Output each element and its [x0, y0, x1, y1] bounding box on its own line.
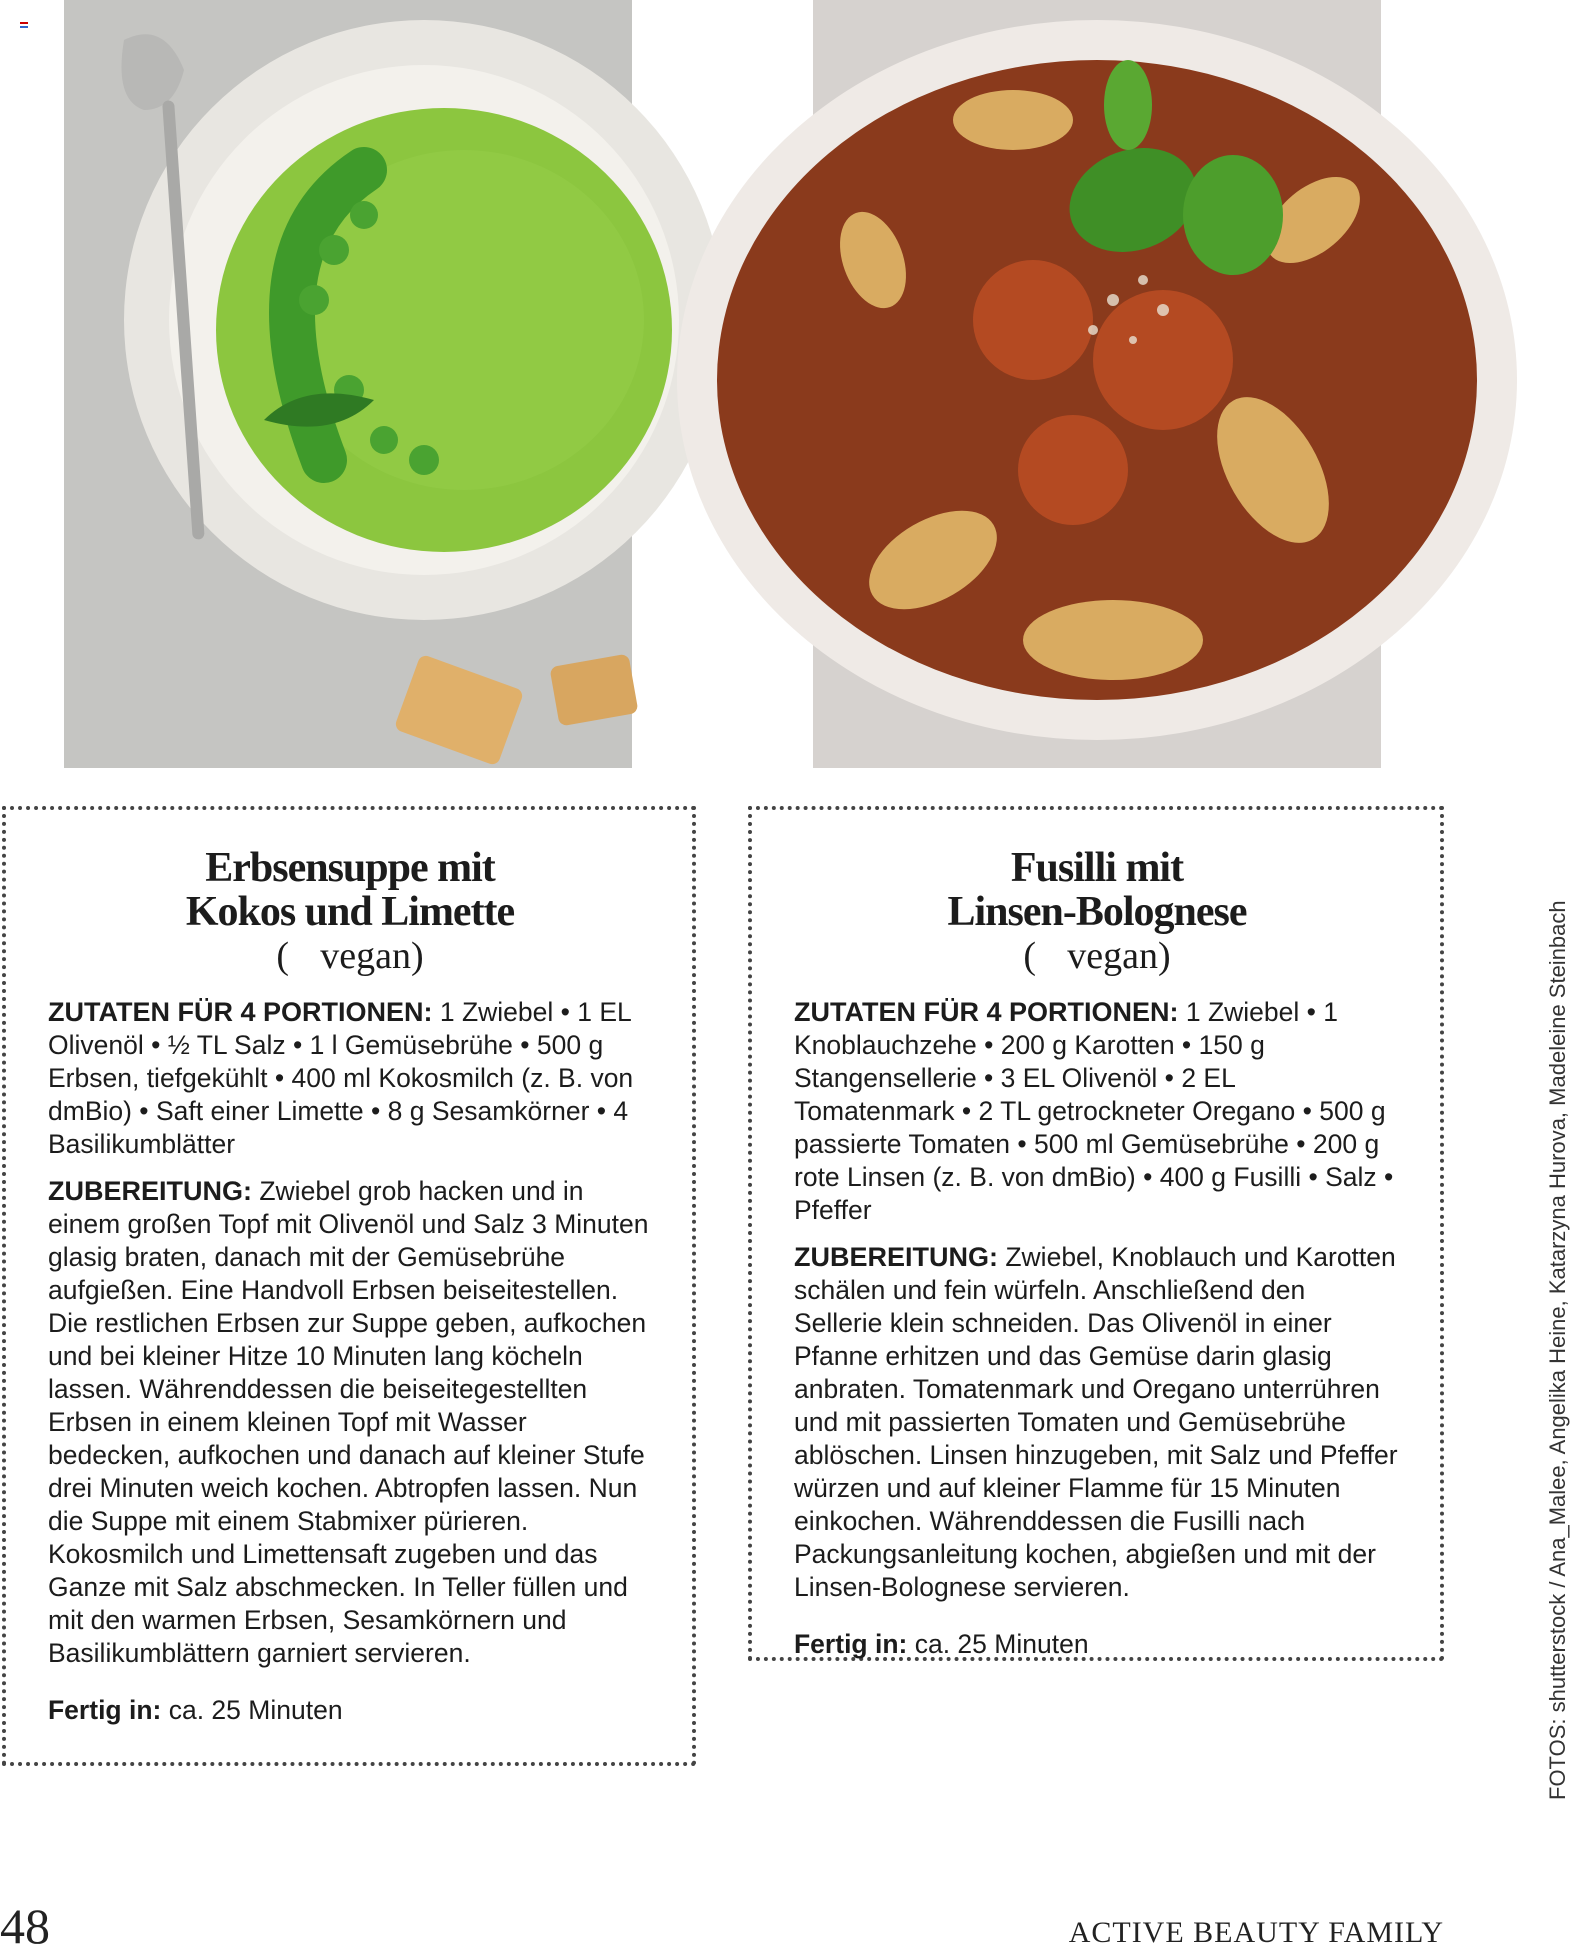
- recipe-title-line-2: Kokos und Limette: [185, 889, 515, 935]
- vegan-label: ( vegan): [276, 935, 412, 977]
- ingredients-label: ZUTATEN FÜR 4 PORTIONEN:: [794, 997, 1179, 1027]
- ingredients-label: ZUTATEN FÜR 4 PORTIONEN:: [48, 997, 433, 1027]
- preparation-text: Zwiebel grob hacken und in einem großen Topf mit Olivenöl und Salz 3 Minuten glasig braten, danach mit der Gemüsebrühe aufgießen. Eine Handvoll Erbsen beiseitestellen. Die restlichen Erbsen zur Suppe geben, aufkochen und bei kleiner Hitze 10 Minuten lang köcheln lassen. Währenddessen die beiseitegestellten Erbsen in einem kleinen Topf mit Wasser bedecken, aufkochen und danach auf kleiner Stufe drei Minuten weich kochen. Abtropfen lassen. Nun die Suppe mit einem Stabmixer pürieren. Kokosmilch und Limettensaft zugeben und das Ganze mit Salz abschmecken. In Teller füllen und mit den warmen Erbsen, Sesamkörnern und Basilikumblättern garniert servieren.: [48, 1176, 649, 1668]
- recipe-title: [794, 846, 1400, 934]
- recipe-title-line-1: Erbsensuppe mit: [205, 845, 495, 891]
- recipe-title-line-1: Fusilli mit: [1010, 845, 1184, 891]
- preparation-label: ZUBEREITUNG:: [48, 1176, 252, 1206]
- ingredients-text: 1 Zwiebel • 1 Knoblauchzehe • 200 g Karotten • 150 g Stangensellerie • 3 EL Olivenöl • 2 EL Tomatenmark • 2 TL getrockneter Oregano • 500 g passierte Tomaten • 500 ml Gemüsebrühe • 200 g rote Linsen (z. B. von dmBio) • 400 g Fusilli • Salz • Pfeffer: [794, 997, 1394, 1225]
- recipe-card-pea-soup: [2, 806, 696, 1766]
- apple-icon: [301, 944, 309, 975]
- flag-mark: [20, 22, 28, 28]
- ready-time: [794, 1628, 1400, 1661]
- photo-credits: FOTOS: shutterstock / Ana_Malee, Angelika Heine, Katarzyna Hurova, Madeleine Steinbach: [1545, 900, 1570, 1800]
- ready-label: Fertig in:: [794, 1629, 908, 1659]
- recipe-title-line-2: Linsen-Bolognese: [947, 889, 1247, 935]
- preparation: [794, 1241, 1400, 1604]
- recipe-card-fusilli: [748, 806, 1444, 1661]
- preparation-text: Zwiebel, Knoblauch und Karotten schälen und fein würfeln. Anschließend den Sellerie klein schneiden. Das Olivenöl in einer Pfanne erhitzen und das Gemüse darin glasig anbraten. Tomatenmark und Oregano unterrühren und mit passierten Tomaten und Gemüsebrühe ablöschen. Linsen hinzugeben, mit Salz und Pfeffer würzen und auf kleiner Flamme für 15 Minuten einkochen. Währenddessen die Fusilli nach Packungsanleitung kochen, abgießen und mit der Linsen-Bolognese servieren.: [794, 1242, 1398, 1602]
- ready-time: [48, 1694, 652, 1727]
- ready-text: ca. 25 Minuten: [907, 1629, 1089, 1659]
- magazine-name: ACTIVE BEAUTY FAMILY: [1068, 1916, 1444, 1949]
- apple-icon: [1048, 944, 1056, 975]
- preparation: [48, 1175, 652, 1670]
- ready-label: Fertig in:: [48, 1695, 162, 1725]
- ingredients: [794, 996, 1400, 1227]
- recipe-title: [48, 846, 652, 934]
- fusilli-bolognese-photo: [813, 0, 1381, 768]
- pea-soup-photo: [64, 0, 632, 768]
- ingredients: [48, 996, 652, 1161]
- ready-text: ca. 25 Minuten: [161, 1695, 343, 1725]
- page-number: 48: [0, 1898, 50, 1954]
- preparation-label: ZUBEREITUNG:: [794, 1242, 998, 1272]
- ingredients-text: 1 Zwiebel • 1 EL Olivenöl • ½ TL Salz • 1 l Gemüsebrühe • 500 g Erbsen, tiefgekühlt • 400 ml Kokosmilch (z. B. von dmBio) • Saft einer Limette • 8 g Sesamkörner • 4 Basilikumblätter: [48, 997, 634, 1159]
- vegan-label: ( vegan): [1023, 935, 1159, 977]
